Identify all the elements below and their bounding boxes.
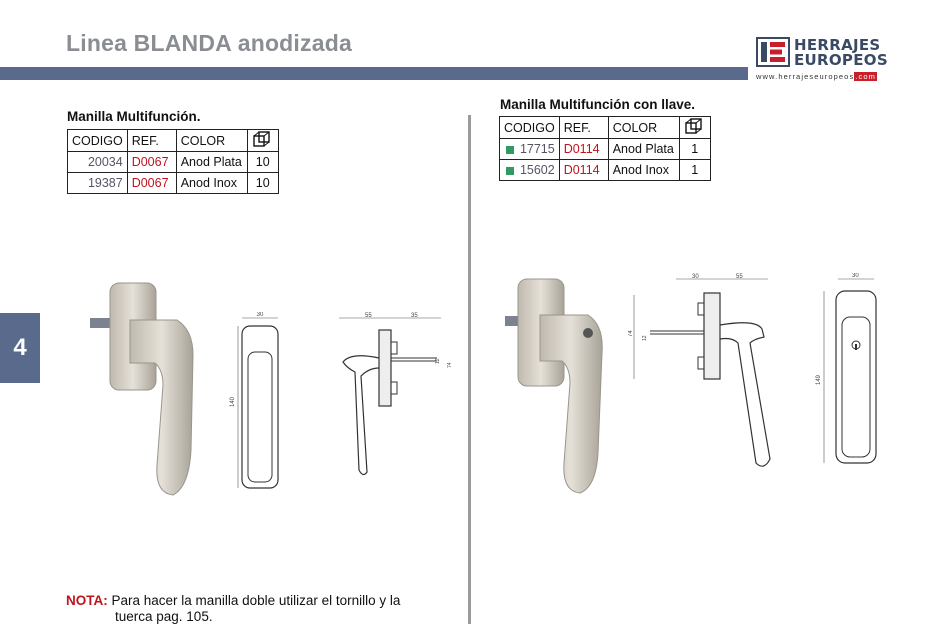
row-color: Anod Inox (608, 160, 679, 181)
box-qty-header (247, 130, 278, 152)
row-color: Anod Plata (608, 139, 679, 160)
handle-with-key-photo (500, 273, 620, 498)
row-code: 20034 (68, 152, 128, 173)
dim-d1: 30 (692, 274, 699, 280)
dim-d4: 12 (642, 335, 648, 341)
color-header: COLOR (176, 130, 247, 152)
right-spec-table (499, 116, 711, 181)
row-code: 15602 (500, 160, 560, 181)
row-qty: 10 (247, 152, 278, 173)
dim-height: 140 (230, 396, 236, 407)
row-qty: 1 (679, 160, 710, 181)
dim-d4: 74 (447, 362, 453, 368)
dim-d2: 55 (736, 274, 743, 280)
row-qty: 1 (679, 139, 710, 160)
row-color: Anod Inox (176, 173, 247, 194)
dim-width: 30 (852, 273, 859, 279)
note-line2: tuerca pag. 105. (115, 609, 213, 624)
ref-header: REF. (559, 117, 608, 139)
box-icon (684, 117, 706, 135)
box-qty-header (679, 117, 710, 139)
code-header: CODIGO (68, 130, 128, 152)
dim-d3: 12 (435, 358, 441, 364)
table-row (500, 139, 711, 160)
box-icon (252, 130, 274, 148)
row-color: Anod Plata (176, 152, 247, 173)
logo-line1: HERRAJES (794, 36, 881, 54)
row-qty: 10 (247, 173, 278, 194)
table-header-row (500, 117, 711, 139)
side-view-drawing (333, 312, 463, 482)
right-section-title: Manilla Multifunción con llave. (500, 97, 696, 112)
code-header: CODIGO (500, 117, 560, 139)
note-label: NOTA: (66, 593, 108, 608)
dim-d1: 55 (365, 313, 372, 319)
row-ref: D0114 (559, 139, 608, 160)
row-ref: D0114 (559, 160, 608, 181)
color-header: COLOR (608, 117, 679, 139)
ref-header: REF. (127, 130, 176, 152)
table-row (500, 160, 711, 181)
table-row (68, 173, 279, 194)
note-line1: Para hacer la manilla doble utilizar el tornillo y la (111, 593, 401, 608)
table-header-row (68, 130, 279, 152)
logo-mark-icon (756, 37, 790, 67)
row-code: 17715 (500, 139, 560, 160)
page-title: Linea BLANDA anodizada (66, 30, 352, 56)
row-ref: D0067 (127, 173, 176, 194)
dim-height: 149 (816, 374, 822, 385)
stock-indicator-icon (506, 167, 514, 175)
logo-line2: EUROPEOS (794, 51, 888, 69)
left-spec-table (67, 129, 279, 194)
header-bar (0, 67, 748, 80)
key-side-view-drawing (628, 273, 778, 473)
dim-d3: 74 (628, 330, 634, 337)
page-tab: 4 (0, 313, 40, 383)
key-front-view-drawing (812, 273, 882, 483)
dim-width: 30 (256, 312, 264, 318)
front-view-drawing (228, 312, 298, 497)
footnote (66, 593, 446, 625)
logo-url: www.herrajeseuropeos.com (756, 72, 876, 81)
dim-d2: 35 (411, 313, 418, 319)
brand-logo (756, 35, 896, 85)
handle-photo (85, 275, 205, 500)
stock-indicator-icon (506, 146, 514, 154)
left-section-title: Manilla Multifunción. (67, 109, 201, 124)
table-row (68, 152, 279, 173)
row-ref: D0067 (127, 152, 176, 173)
row-code: 19387 (68, 173, 128, 194)
column-divider (468, 115, 471, 624)
